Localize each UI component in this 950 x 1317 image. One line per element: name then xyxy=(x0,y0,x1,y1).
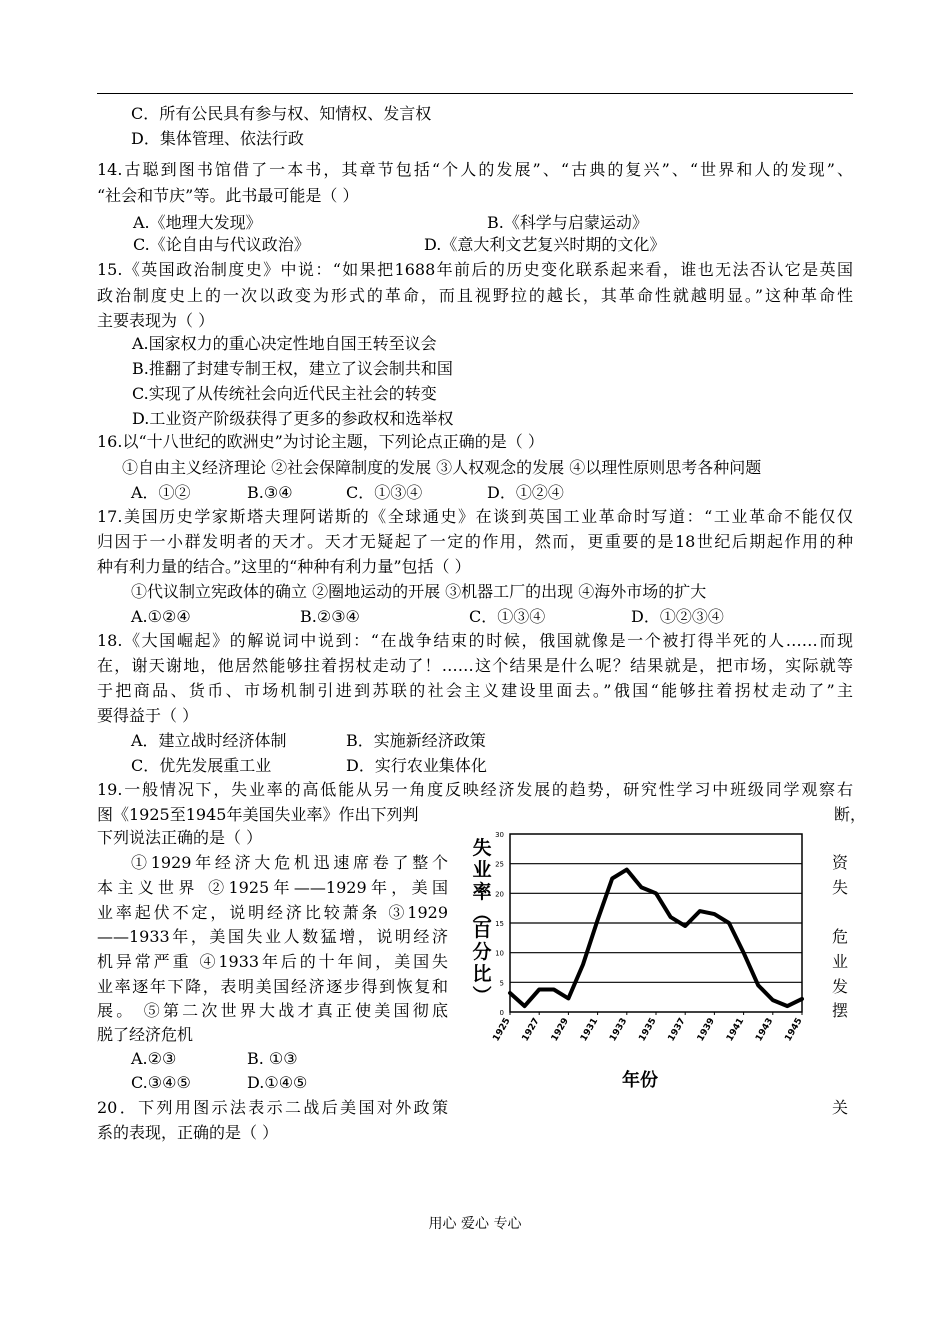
y-axis-label-char: 率 xyxy=(472,881,492,903)
q19-stem-line1: 19.一般情况下，失业率的高低能从另一角度反映经济发展的趋势，研究性学习中班级同学观察右 xyxy=(97,780,853,799)
q19-right-char: 资 xyxy=(832,853,849,872)
q19-right-char: 发 xyxy=(832,977,849,996)
q19-left-line: 脱了经济危机 xyxy=(97,1025,194,1044)
q16-items: ①自由主义经济理论 ②社会保障制度的发展 ③人权观念的发展 ④以理性原则思考各种问题 xyxy=(122,458,762,477)
y-axis-label-char: 比 xyxy=(472,963,492,985)
x-tick-label: 1939 xyxy=(695,1016,717,1044)
q19-stem-line2-end: 断， xyxy=(834,805,867,824)
q15-option-c: C.实现了从传统社会向近代民主社会的转变 xyxy=(132,384,437,403)
q19-left-line: 机异常严重 ④1933年后的十年间，美国失 xyxy=(97,952,448,971)
q14-option-a: A.《地理大发现》 xyxy=(133,213,262,232)
y-tick-label: 0 xyxy=(499,1009,504,1017)
q19-left-line: ①1929年经济大危机迅速席卷了整个 xyxy=(131,853,448,872)
q13-option-d: D．集体管理、依法行政 xyxy=(131,129,304,148)
q20-stem-line1-end: 关 xyxy=(832,1098,849,1117)
q19-stem-line2: 图《1925至1945年美国失业率》作出下列判 xyxy=(97,805,419,824)
y-tick-label: 20 xyxy=(495,890,504,899)
x-tick-label: 1929 xyxy=(549,1016,571,1044)
q15-option-b: B.推翻了封建专制王权，建立了议会制共和国 xyxy=(132,359,453,378)
q15-option-d: D.工业资产阶级获得了更多的参政权和选举权 xyxy=(132,409,454,428)
y-tick-label: 30 xyxy=(495,831,504,839)
y-axis-label-char: （ xyxy=(470,903,492,923)
q16-option-b: B.③④ xyxy=(247,483,293,502)
x-tick-label: 1925 xyxy=(491,1016,513,1044)
x-tick-label: 1933 xyxy=(608,1016,630,1044)
q17-option-d: D．①②③④ xyxy=(631,607,724,626)
q18-option-a: A．建立战时经济体制 xyxy=(131,731,287,750)
q17-stem-line3: 种有利力量的结合。”这里的“种种有利力量”包括（ ） xyxy=(97,557,471,576)
q14-stem-line1: 14.古聪到图书馆借了一本书，其章节包括“个人的发展”、“古典的复兴”、“世界和人的发现”、 xyxy=(97,160,853,179)
q17-option-c: C．①③④ xyxy=(469,607,546,626)
y-axis-label-char: 业 xyxy=(472,859,492,881)
q16-option-a: A．①② xyxy=(131,483,191,502)
q14-option-c: C.《论自由与代议政治》 xyxy=(133,235,310,254)
unemployment-chart xyxy=(460,824,820,1092)
q15-stem-line1: 15.《英国政治制度史》中说：“如果把1688年前后的历史变化联系起来看，谁也无法否认它是英国 xyxy=(97,260,853,279)
q19-left-line: 展。 ⑤第二次世界大战才真正使美国彻底 xyxy=(97,1001,448,1020)
q19-right-char: 失 xyxy=(832,878,849,897)
q16-option-d: D．①②④ xyxy=(487,483,564,502)
y-axis-label-char: 分 xyxy=(472,941,492,963)
unemployment-line xyxy=(510,870,802,1007)
q19-left-line: 业率逐年下降，表明美国经济逐步得到恢复和 xyxy=(97,977,448,996)
q14-option-d: D.《意大利文艺复兴时期的文化》 xyxy=(424,235,666,254)
y-axis-label-char: 百 xyxy=(472,919,492,941)
y-tick-label: 10 xyxy=(495,949,504,958)
q20-stem-line1: 20．下列用图示法表示二战后美国对外政策 xyxy=(97,1098,448,1117)
q15-stem-line3: 主要表现为（ ） xyxy=(97,311,215,330)
y-tick-label: 5 xyxy=(499,979,504,988)
y-axis-label-char: ） xyxy=(470,985,492,1005)
x-tick-label: 1935 xyxy=(637,1016,659,1044)
y-tick-label: 25 xyxy=(495,860,504,869)
q19-option-b: B. ①③ xyxy=(247,1049,298,1068)
q19-left-line: ——1933年，美国失业人数猛增，说明经济 xyxy=(97,927,448,946)
q19-left-line: 本主义世界 ②1925年——1929年，美国 xyxy=(97,878,448,897)
q18-option-d: D．实行农业集体化 xyxy=(346,756,487,775)
x-tick-label: 1937 xyxy=(666,1016,688,1044)
x-axis-label: 年份 xyxy=(622,1070,658,1091)
q19-right-char: 摆 xyxy=(832,1001,849,1020)
q20-stem-line2: 系的表现，正确的是（ ） xyxy=(97,1123,279,1142)
q19-right-char: 业 xyxy=(832,952,849,971)
q17-stem-line1: 17.美国历史学家斯塔夫理阿诺斯的《全球通史》在谈到英国工业革命时写道：“工业革命不能仅仅 xyxy=(97,507,853,526)
q13-option-c: C．所有公民具有参与权、知情权、发言权 xyxy=(131,104,432,123)
q19-right-char: 危 xyxy=(832,927,849,946)
q16-option-c: C．①③④ xyxy=(346,483,423,502)
q17-items: ①代议制立宪政体的确立 ②圈地运动的开展 ③机器工厂的出现 ④海外市场的扩大 xyxy=(131,582,707,601)
x-tick-label: 1945 xyxy=(783,1016,805,1044)
q19-option-a: A.②③ xyxy=(131,1049,177,1068)
q15-stem-line2: 政治制度史上的一次以政变为形式的革命，而且视野拉的越长，其革命性就越明显。”这种革命性 xyxy=(97,286,853,305)
q16-stem: 16.以“十八世纪的欧洲史”为讨论主题，下列论点正确的是（ ） xyxy=(97,432,544,451)
unemployment-chart-svg xyxy=(460,824,820,1092)
q17-option-b: B.②③④ xyxy=(300,607,360,626)
q18-stem-line3: 于把商品、货币、市场机制引进到苏联的社会主义建设里面去。”俄国“能够拄着拐杖走动了”主 xyxy=(97,681,853,700)
q18-option-c: C．优先发展重工业 xyxy=(131,756,272,775)
q18-stem-line1: 18.《大国崛起》的解说词中说到：“在战争结束的时候，俄国就像是一个被打得半死的人……而现 xyxy=(97,631,853,650)
q18-option-b: B．实施新经济政策 xyxy=(346,731,486,750)
x-tick-label: 1941 xyxy=(725,1016,747,1044)
q19-option-d: D.①④⑤ xyxy=(247,1073,308,1092)
q19-option-c: C.③④⑤ xyxy=(131,1073,191,1092)
q18-stem-line2: 在，谢天谢地，他居然能够拄着拐杖走动了！……这个结果是什么呢？结果就是，把市场，实际就等 xyxy=(97,656,853,675)
x-tick-label: 1927 xyxy=(520,1016,542,1044)
x-tick-label: 1943 xyxy=(754,1016,776,1044)
q18-stem-line4: 要得益于（ ） xyxy=(97,706,199,725)
page-footer: 用心 爱心 专心 xyxy=(428,1216,522,1232)
q14-stem-line2: “社会和节庆”等。此书最可能是（ ） xyxy=(97,186,359,205)
q19-left-line: 下列说法正确的是（ ） xyxy=(97,828,263,847)
q17-stem-line2: 归因于一小群发明者的天才。天才无疑起了一定的作用，然而，更重要的是18世纪后期起作用的种 xyxy=(97,532,853,551)
q14-option-b: B.《科学与启蒙运动》 xyxy=(487,213,648,232)
q17-option-a: A.①②④ xyxy=(131,607,191,626)
q15-option-a: A.国家权力的重心决定性地自国王转至议会 xyxy=(132,334,437,353)
header-rule xyxy=(97,93,853,94)
x-tick-label: 1931 xyxy=(579,1016,601,1044)
y-axis-label-char: 失 xyxy=(472,837,492,859)
y-tick-label: 15 xyxy=(495,920,504,928)
q19-left-line: 业率起伏不定，说明经济比较萧条 ③1929 xyxy=(97,903,448,922)
